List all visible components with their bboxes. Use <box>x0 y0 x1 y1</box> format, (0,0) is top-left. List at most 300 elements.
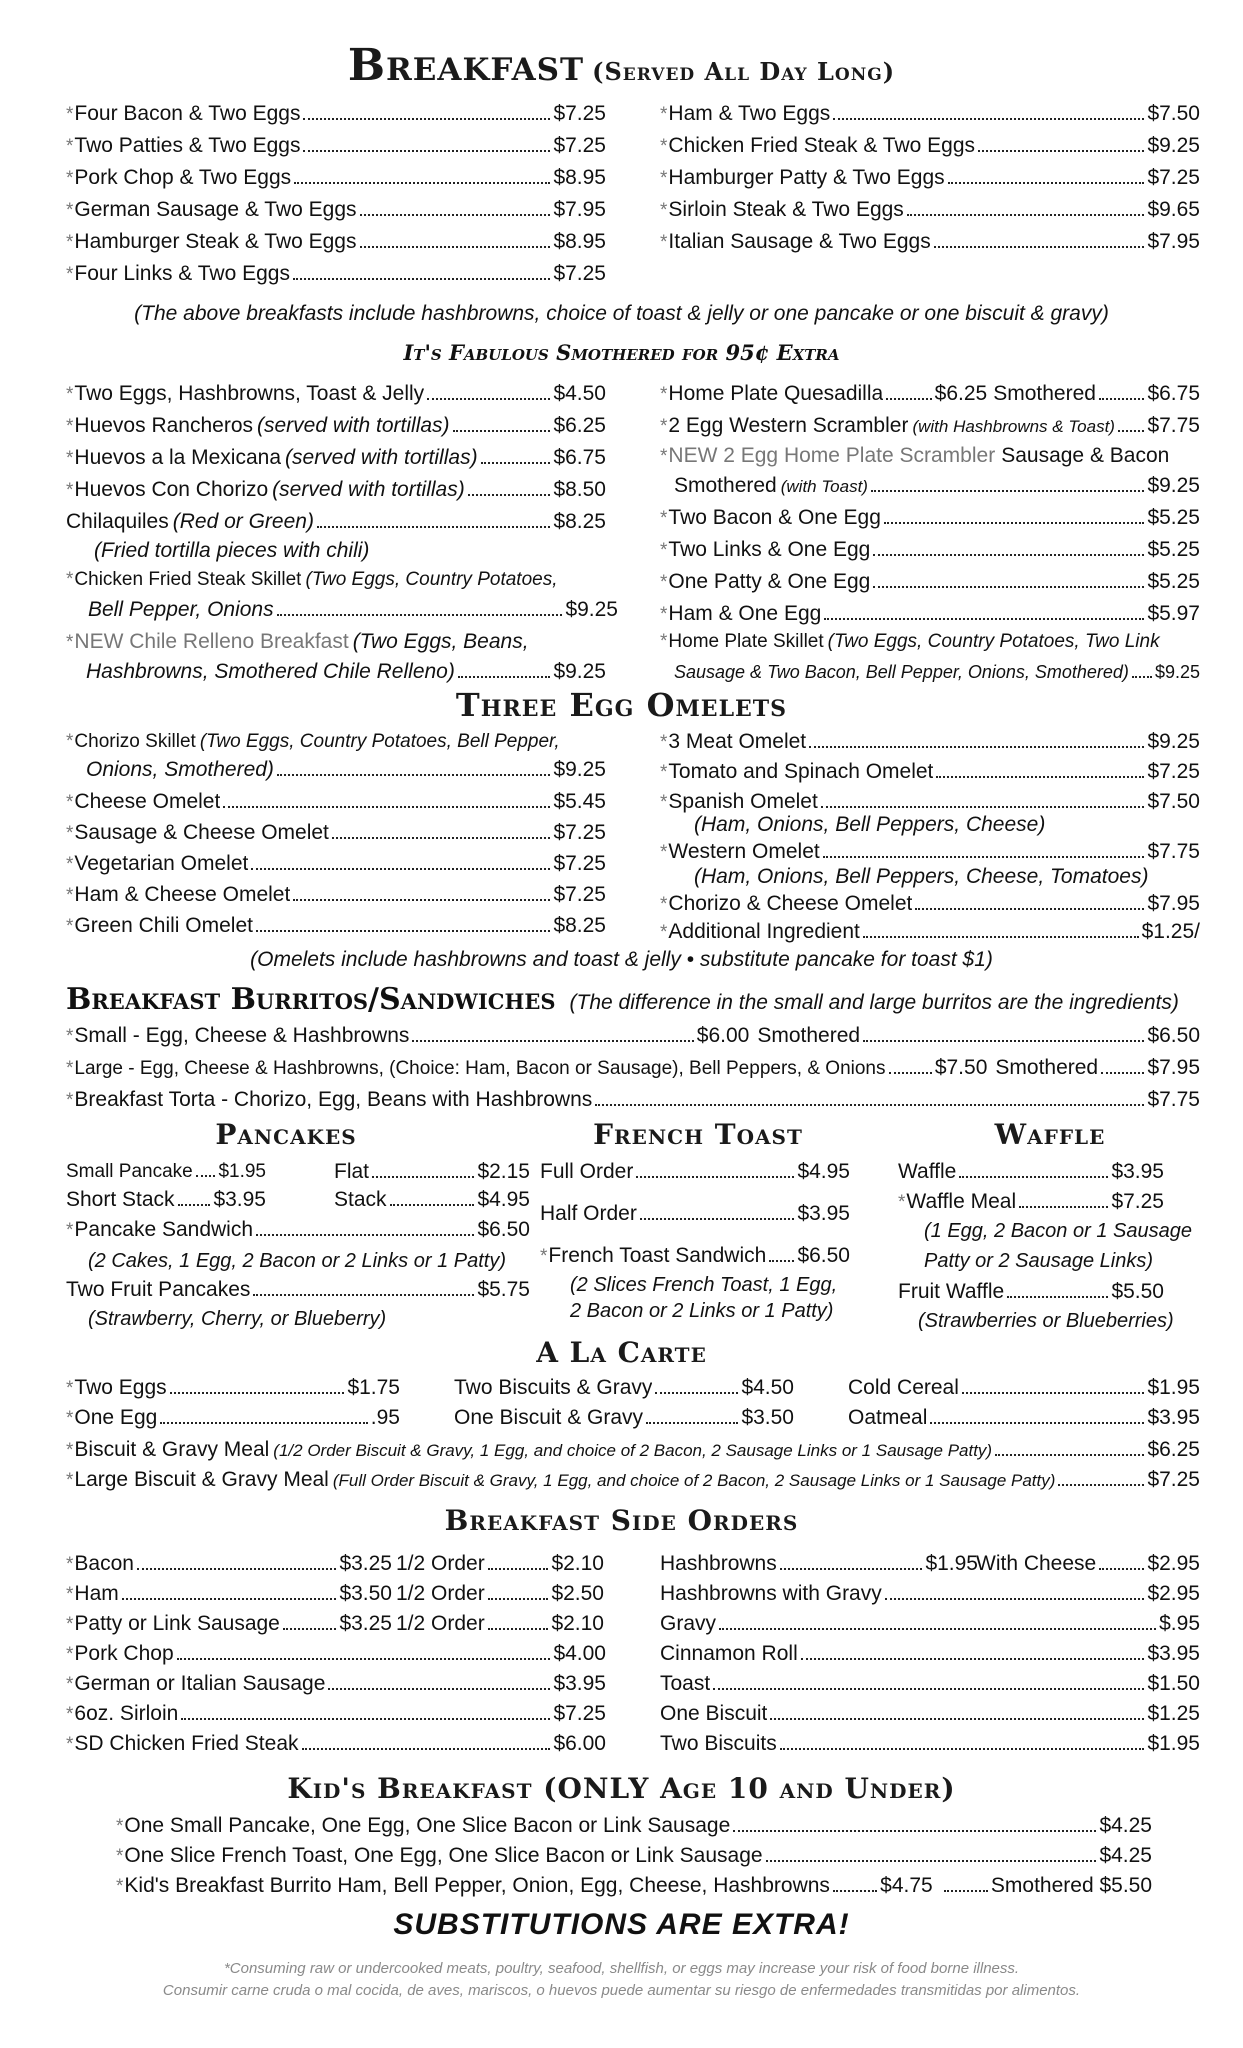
omelet-item <box>660 728 1200 757</box>
item-name: Sausage & Cheese Omelet <box>74 821 329 844</box>
special-item <box>660 504 1200 533</box>
item-price: $3.95 <box>1111 1160 1164 1183</box>
hp-skillet-line2 <box>674 658 1200 686</box>
food-warning-spanish: Consumir carne cruda o mal cocida, de aves, mariscos, o huevos puede aumentar su riesgo de enfermedades transmitidas por alimentos. <box>162 1982 1081 1999</box>
french-toast-sandwich-item <box>540 1242 850 1271</box>
dotted-leader <box>256 1234 474 1236</box>
item-name: Sausage & Two Bacon, Bell Pepper, Onions, Smothered) <box>674 662 1129 682</box>
item-name: Two Biscuits & Gravy <box>454 1376 653 1399</box>
asterisk-icon: * <box>66 200 74 221</box>
item-name: Pork Chop <box>74 1642 174 1665</box>
item-name: Large - Egg, Cheese & Hashbrowns, (Choice: Ham, Bacon or Sausage), Bell Peppers, & Onions <box>74 1058 886 1079</box>
asterisk-icon: * <box>66 792 74 813</box>
asterisk-icon: * <box>66 136 74 157</box>
asterisk-icon: * <box>66 1090 74 1111</box>
item-price: $7.25 <box>1147 1468 1200 1491</box>
breakfast-title <box>0 40 1243 91</box>
item-price: $2.10 <box>551 1612 604 1635</box>
item-price: $9.25 <box>553 758 606 781</box>
western-omelet-description: (Ham, Onions, Bell Peppers, Cheese, Tomatoes) <box>694 865 1149 888</box>
item-name: Smothered <box>674 474 777 497</box>
full-order-item <box>540 1158 850 1186</box>
asterisk-icon: * <box>116 1876 124 1897</box>
item-name: 3 Meat Omelet <box>668 730 807 753</box>
item-price: $4.25 <box>1099 1814 1152 1837</box>
item-name: Hashbrowns with Gravy <box>660 1582 882 1605</box>
breakfast-item <box>66 228 606 257</box>
item-name: Two Eggs <box>74 1376 167 1399</box>
item-name: Breakfast Torta - Chorizo, Egg, Beans with Hashbrowns <box>74 1088 593 1111</box>
burritos-title: Breakfast Burritos/Sandwiches <box>66 982 556 1017</box>
breakfast-item <box>660 228 1200 257</box>
item-price: $1.95 <box>218 1161 266 1182</box>
asterisk-icon: * <box>66 480 74 501</box>
smothered-label: Smothered <box>995 1056 1099 1079</box>
dotted-leader <box>833 1890 877 1892</box>
item-name: Tomato and Spinach Omelet <box>668 760 934 783</box>
asterisk-icon: * <box>66 1378 74 1399</box>
dotted-leader <box>458 676 551 678</box>
sausage-item-half <box>390 1610 604 1638</box>
item-description: (Red or Green) <box>172 510 314 533</box>
small-pancake-item <box>66 1158 266 1186</box>
dotted-leader <box>1019 1206 1108 1208</box>
dotted-leader <box>995 1454 1144 1456</box>
asterisk-icon: * <box>66 1220 74 1241</box>
item-price: $7.50 <box>1147 102 1200 125</box>
asterisk-icon: * <box>660 104 668 125</box>
waffle-meal-description: (1 Egg, 2 Bacon or 1 Sausage <box>924 1220 1192 1242</box>
item-price: $7.25 <box>553 883 606 906</box>
item-price: $7.95 <box>1147 892 1200 915</box>
item-name: Cheese Omelet <box>74 790 221 813</box>
fruit-pancakes-description: (Strawberry, Cherry, or Blueberry) <box>88 1308 387 1330</box>
breakfast-item <box>660 164 1200 193</box>
item-price: $7.25 <box>553 852 606 875</box>
dotted-leader <box>780 1568 923 1570</box>
item-name: One Biscuit & Gravy <box>454 1406 644 1429</box>
breakfast-item <box>66 132 606 161</box>
dotted-leader <box>780 1748 1145 1750</box>
item-price: $5.25 <box>1147 506 1200 529</box>
dotted-leader <box>303 118 550 120</box>
dotted-leader <box>481 462 551 464</box>
item-name: One Egg <box>74 1406 158 1429</box>
item-name: Pancake Sandwich <box>74 1218 254 1241</box>
dotted-leader <box>948 182 1145 184</box>
asterisk-icon: * <box>66 1644 74 1665</box>
item-price: $8.25 <box>553 510 606 533</box>
dotted-leader <box>1058 1484 1144 1486</box>
item-name: Ham & Two Eggs <box>668 102 831 125</box>
quesadilla-item <box>660 380 1200 409</box>
item-price: $4.95 <box>477 1188 530 1211</box>
smothered-label: Smothered <box>993 382 1096 405</box>
item-name: Waffle Meal <box>906 1190 1017 1213</box>
special-item <box>660 536 1200 565</box>
item-price: $6.50 <box>1147 1024 1201 1047</box>
item-price: $9.25 <box>1147 474 1200 497</box>
dotted-leader <box>636 1176 794 1178</box>
breakfast-note: (The above breakfasts include hashbrowns, choice of toast & jelly or one pancake or one biscuit & gravy) <box>134 302 1109 325</box>
dotted-leader <box>293 899 550 901</box>
dotted-leader <box>915 908 1144 910</box>
asterisk-icon: * <box>66 1408 74 1429</box>
item-name: Huevos Rancheros <box>74 414 253 437</box>
item-price: $3.95 <box>1147 1406 1200 1429</box>
large-biscuit-gravy-meal-item <box>66 1466 1200 1495</box>
asterisk-icon: * <box>540 1246 548 1267</box>
dotted-leader <box>360 246 551 248</box>
item-price: $3.50 <box>741 1406 794 1429</box>
side-item <box>660 1580 1200 1608</box>
item-description: (Two Eggs, Country Potatoes, <box>305 569 558 590</box>
item-price: $4.50 <box>741 1376 794 1399</box>
smothered-note: It's Fabulous Smothered for 95¢ Extra <box>403 340 840 365</box>
dotted-leader <box>277 614 563 616</box>
dotted-leader <box>488 1568 549 1570</box>
asterisk-icon: * <box>66 384 74 405</box>
kids-item <box>116 1812 1152 1841</box>
item-name: Full Order <box>540 1160 634 1183</box>
ham-item-half <box>390 1580 604 1608</box>
hp-scrambler-item <box>660 442 1200 471</box>
breakfast-item <box>660 132 1200 161</box>
dotted-leader <box>733 1830 1096 1832</box>
item-name: Green Chili Omelet <box>74 914 253 937</box>
dotted-leader <box>1007 1296 1108 1298</box>
item-price: Smothered $5.50 <box>990 1874 1153 1897</box>
chilaquiles-description: (Fried tortilla pieces with chili) <box>94 539 370 562</box>
dotted-leader <box>823 856 1145 858</box>
item-name: German or Italian Sausage <box>74 1672 326 1695</box>
chile-relleno-line2 <box>86 658 606 686</box>
spanish-omelet-description: (Ham, Onions, Bell Peppers, Cheese) <box>694 813 1046 836</box>
side-item <box>66 1730 606 1759</box>
breakfast-item <box>66 164 606 193</box>
item-price: $6.50 <box>797 1244 850 1267</box>
item-name: Italian Sausage & Two Eggs <box>668 230 931 253</box>
item-name: 6oz. Sirloin <box>74 1702 179 1725</box>
dotted-leader <box>959 1176 1108 1178</box>
western-omelet-item <box>660 838 1200 867</box>
item-description: (Full Order Biscuit & Gravy, 1 Egg, and choice of 2 Bacon, 2 Sausage Links or 1 Sausage Patty) <box>332 1471 1056 1490</box>
two-eggs-item <box>66 1374 400 1403</box>
biscuit-gravy-meal-item <box>66 1436 1200 1465</box>
item-description: (Two Eggs, Beans, <box>352 630 529 653</box>
asterisk-icon: * <box>660 922 668 943</box>
asterisk-icon: * <box>66 416 74 437</box>
asterisk-icon: * <box>660 416 668 437</box>
dotted-leader <box>936 776 1144 778</box>
item-name: Short Stack <box>66 1188 175 1211</box>
dotted-leader <box>256 930 550 932</box>
item-description: (Two Eggs, Country Potatoes, Two Link <box>827 631 1160 652</box>
item-price: $7.25 <box>1147 760 1200 783</box>
asterisk-icon: * <box>116 1816 124 1837</box>
asterisk-icon: * <box>66 104 74 125</box>
item-name: Two Fruit Pancakes <box>66 1278 251 1301</box>
dotted-leader <box>885 1598 1145 1600</box>
asterisk-icon: * <box>660 384 668 405</box>
item-price: $9.25 <box>565 598 618 621</box>
item-name: Two Bacon & One Egg <box>668 506 881 529</box>
breakfast-item <box>66 100 606 129</box>
omelet-item <box>66 850 606 879</box>
bacon-item-half <box>390 1550 604 1578</box>
ham-item <box>66 1580 392 1609</box>
dotted-leader <box>884 522 1145 524</box>
dotted-leader <box>944 1890 988 1892</box>
dotted-leader <box>595 1104 1144 1106</box>
item-description: (Two Eggs, Country Potatoes, Bell Pepper, <box>199 731 560 752</box>
asterisk-icon: * <box>660 540 668 561</box>
omelet-item <box>660 758 1200 787</box>
burrito-price: $7.50 <box>934 1056 988 1079</box>
dotted-leader <box>160 1422 367 1424</box>
item-name: Hamburger Steak & Two Eggs <box>74 230 357 253</box>
item-price: $6.25 <box>1147 1438 1200 1461</box>
item-name: Ham <box>74 1582 119 1605</box>
western-scrambler-item <box>660 412 1200 441</box>
item-name: Huevos Con Chorizo <box>74 478 269 501</box>
item-price: $3.95 <box>1147 1642 1200 1665</box>
item-name: Two Links & One Egg <box>668 538 871 561</box>
asterisk-icon: * <box>660 762 668 783</box>
dotted-leader <box>277 774 551 776</box>
item-price: $8.95 <box>553 166 606 189</box>
cold-cereal-item <box>848 1374 1200 1402</box>
omelet-item <box>66 819 606 848</box>
asterisk-icon: * <box>660 168 668 189</box>
asterisk-icon: * <box>66 448 74 469</box>
asterisk-icon: * <box>66 1026 74 1047</box>
dotted-leader <box>332 837 551 839</box>
side-item <box>66 1670 606 1699</box>
dotted-leader <box>1118 430 1144 432</box>
item-price: $7.95 <box>1147 230 1200 253</box>
asterisk-icon: * <box>66 569 74 590</box>
one-egg-item <box>66 1404 400 1433</box>
dotted-leader <box>1099 398 1144 400</box>
dotted-leader <box>1132 676 1152 678</box>
item-price: $6.00 <box>553 1732 606 1755</box>
item-price: $5.25 <box>1147 570 1200 593</box>
item-name: Stack <box>334 1188 387 1211</box>
item-price: $3.95 <box>553 1672 606 1695</box>
dotted-leader <box>655 1392 738 1394</box>
burritos-header <box>66 982 1179 1017</box>
item-price: $6.50 <box>477 1218 530 1241</box>
item-name: NEW 2 Egg Home Plate Scrambler <box>668 444 996 467</box>
hp-scrambler-rest: Sausage & Bacon <box>1001 444 1170 467</box>
quesadilla-price: $6.25 <box>934 382 988 405</box>
item-name: Waffle <box>898 1160 957 1183</box>
cfs-skillet-item <box>66 566 606 594</box>
additional-ingredient-item <box>660 918 1200 947</box>
item-description: (1/2 Order Biscuit & Gravy, 1 Egg, and choice of 2 Bacon, 2 Sausage Links or 1 Sausage Patty) <box>273 1441 993 1460</box>
dotted-leader <box>1101 1072 1144 1074</box>
pancake-sandwich-item <box>66 1216 530 1245</box>
dotted-leader <box>468 494 551 496</box>
item-name: Spanish Omelet <box>668 790 818 813</box>
dotted-leader <box>488 1628 549 1630</box>
item-price: $1.95 <box>925 1552 978 1575</box>
item-name: Sirloin Steak & Two Eggs <box>668 198 904 221</box>
item-price: $1.75 <box>347 1376 400 1399</box>
item-name: Additional Ingredient <box>668 920 860 943</box>
omelet-item <box>66 788 606 817</box>
item-price: $5.50 <box>1111 1280 1164 1303</box>
item-price: $8.95 <box>553 230 606 253</box>
item-price: $7.50 <box>1147 790 1200 813</box>
item-price: $.95 <box>1159 1612 1200 1635</box>
chorizo-skillet-line2 <box>86 756 606 784</box>
item-price: $1.95 <box>1147 1732 1200 1755</box>
item-name: Hashbrowns <box>660 1552 777 1575</box>
item-price: $1.25/ <box>1141 920 1200 943</box>
dotted-leader <box>1099 1568 1144 1570</box>
item-price: $7.75 <box>1147 840 1200 863</box>
item-price: $1.25 <box>1147 1702 1200 1725</box>
sausage-item <box>66 1610 392 1639</box>
item-price: $8.50 <box>553 478 606 501</box>
item-name: NEW Chile Relleno Breakfast <box>74 630 349 653</box>
special-item <box>66 412 606 441</box>
dotted-leader <box>934 246 1145 248</box>
asterisk-icon: * <box>660 200 668 221</box>
asterisk-icon: * <box>66 885 74 906</box>
dotted-leader <box>303 150 550 152</box>
side-item <box>660 1730 1200 1758</box>
french-toast-sandwich-description-2: 2 Bacon or 2 Links or 1 Patty) <box>570 1300 834 1322</box>
asterisk-icon: * <box>66 1614 74 1635</box>
item-name: Ham & Cheese Omelet <box>74 883 291 906</box>
french-toast-title: French Toast <box>593 1118 803 1151</box>
item-price: $4.25 <box>1099 1844 1152 1867</box>
dotted-leader <box>871 490 1144 492</box>
item-name: Fruit Waffle <box>898 1280 1005 1303</box>
item-name: Two Patties & Two Eggs <box>74 134 301 157</box>
cfs-skillet-line2 <box>88 596 618 624</box>
item-price: $2.10 <box>551 1552 604 1575</box>
dotted-leader <box>821 806 1145 808</box>
hashbrowns-item <box>660 1550 978 1578</box>
item-price: $7.75 <box>1147 1088 1200 1111</box>
asterisk-icon: * <box>660 604 668 625</box>
dotted-leader <box>223 806 550 808</box>
short-stack-item <box>66 1186 266 1214</box>
item-name: Bacon <box>74 1552 134 1575</box>
item-description: (served with tortillas) <box>285 446 478 469</box>
item-price: $1.95 <box>1147 1376 1200 1399</box>
item-name: 1/2 Order <box>396 1552 485 1575</box>
item-name: Cinnamon Roll <box>660 1642 798 1665</box>
item-price: $6.25 <box>553 414 606 437</box>
item-name: One Slice French Toast, One Egg, One Slice Bacon or Link Sausage <box>124 1844 763 1867</box>
french-toast-sandwich-description: (2 Slices French Toast, 1 Egg, <box>570 1274 838 1296</box>
breakfast-subtitle: (Served All Day Long) <box>592 57 896 86</box>
item-name: Gravy <box>660 1612 717 1635</box>
omelet-item <box>66 912 606 941</box>
asterisk-icon: * <box>116 1846 124 1867</box>
bacon-item <box>66 1550 392 1579</box>
omelets-title: Three Egg Omelets <box>455 686 788 724</box>
asterisk-icon: * <box>660 894 668 915</box>
asterisk-icon: * <box>66 1704 74 1725</box>
asterisk-icon: * <box>660 631 668 652</box>
item-price: $7.25 <box>553 134 606 157</box>
item-name: Two Biscuits <box>660 1732 777 1755</box>
burrito-price: $6.00 <box>696 1024 750 1047</box>
asterisk-icon: * <box>66 916 74 937</box>
dotted-leader <box>453 430 551 432</box>
small-burrito-item <box>66 1022 1200 1051</box>
item-name: Onions, Smothered) <box>86 758 274 781</box>
asterisk-icon: * <box>66 854 74 875</box>
fruit-pancakes-item <box>66 1276 530 1304</box>
side-orders-title: Breakfast Side Orders <box>444 1504 799 1537</box>
special-item <box>660 600 1200 629</box>
item-name: Toast <box>660 1672 711 1695</box>
item-price: $7.25 <box>553 102 606 125</box>
dotted-leader <box>283 1628 337 1630</box>
large-burrito-item <box>66 1054 1200 1083</box>
side-item <box>660 1670 1200 1698</box>
item-name: Chorizo Skillet <box>74 731 196 752</box>
item-name: Chorizo & Cheese Omelet <box>668 892 913 915</box>
dotted-leader <box>196 1175 216 1177</box>
item-name: German Sausage & Two Eggs <box>74 198 357 221</box>
asterisk-icon: * <box>66 1674 74 1695</box>
hp-scrambler-line2 <box>674 472 1200 501</box>
dotted-leader <box>801 1658 1145 1660</box>
omelet-item <box>66 881 606 910</box>
item-name: Hamburger Patty & Two Eggs <box>668 166 945 189</box>
dotted-leader <box>253 1294 474 1296</box>
dotted-leader <box>873 586 1144 588</box>
dotted-leader <box>294 182 550 184</box>
dotted-leader <box>907 214 1145 216</box>
asterisk-icon: * <box>66 731 74 752</box>
dotted-leader <box>962 1392 1145 1394</box>
item-price: $6.75 <box>1147 382 1201 405</box>
dotted-leader <box>863 936 1139 938</box>
item-price: $9.25 <box>1154 662 1200 682</box>
stack-item <box>334 1186 530 1214</box>
asterisk-icon: * <box>66 1470 74 1491</box>
dotted-leader <box>770 1718 1144 1720</box>
dotted-leader <box>646 1422 738 1424</box>
dotted-leader <box>360 214 551 216</box>
item-price: $7.25 <box>553 821 606 844</box>
special-item <box>66 476 606 505</box>
dotted-leader <box>719 1628 1156 1630</box>
asterisk-icon: * <box>660 232 668 253</box>
item-price: $8.25 <box>553 914 606 937</box>
side-item <box>660 1700 1200 1728</box>
dotted-leader <box>427 398 550 400</box>
dotted-leader <box>713 1688 1144 1690</box>
item-price: $4.00 <box>553 1642 606 1665</box>
burritos-note: (The difference in the small and large burritos are the ingredients) <box>569 991 1179 1014</box>
kids-burrito-item <box>116 1872 1152 1901</box>
special-item <box>66 444 606 473</box>
item-name: Oatmeal <box>848 1406 928 1429</box>
item-name: 1/2 Order <box>396 1582 485 1605</box>
item-price: $9.25 <box>1147 730 1200 753</box>
item-price: $5.75 <box>477 1278 530 1301</box>
